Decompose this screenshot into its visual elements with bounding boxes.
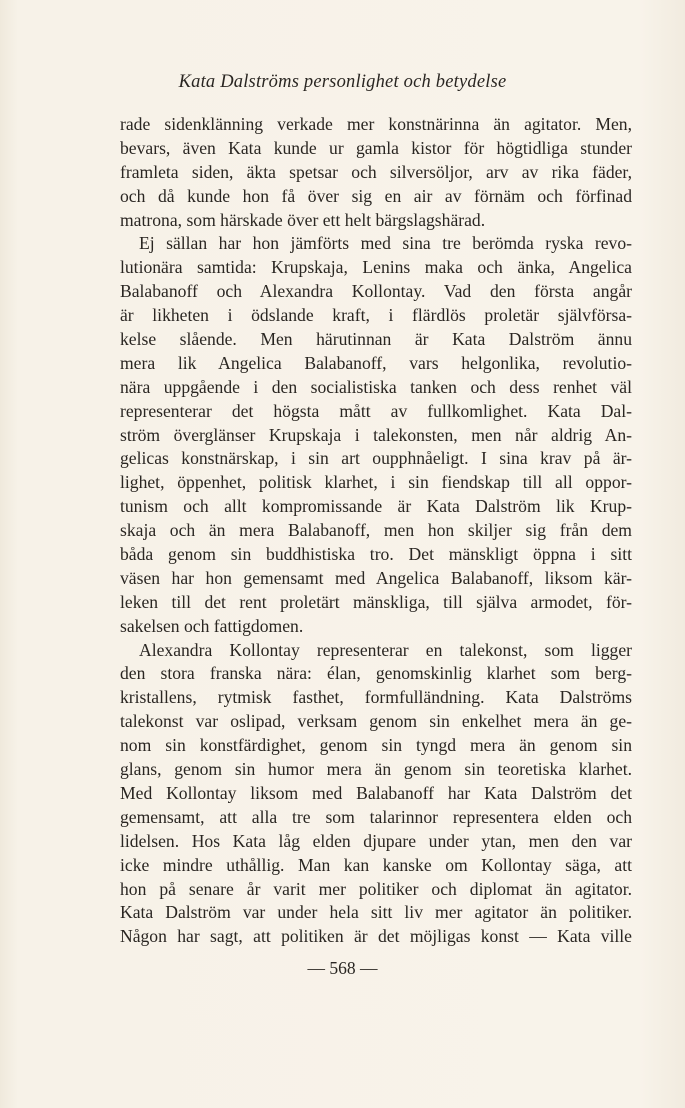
text-line: båda genom sin buddhistiska tro. Det mänskligt öppna i sitt bbox=[120, 544, 632, 565]
text-line: Någon har sagt, att politiken är det möjligas konst — Kata ville bbox=[120, 926, 632, 947]
text-line: lutionära samtida: Krupskaja, Lenins maka och änka, Angelica bbox=[120, 257, 632, 278]
text-line: tunism och allt kompromissande är Kata Dalström lik Krup- bbox=[120, 496, 632, 517]
text-line: representerar det högsta mått av fullkomlighet. Kata Dal- bbox=[120, 400, 632, 421]
running-head: Kata Dalströms personlighet och betydelse bbox=[178, 72, 507, 92]
text-line: mera lik Angelica Balabanoff, vars helgonlika, revolutio- bbox=[120, 352, 632, 373]
text-line: gemensamt, att alla tre som talarinnor representera elden och bbox=[120, 806, 632, 827]
text-line: lidelsen. Hos Kata låg elden djupare under ytan, men den var bbox=[120, 830, 632, 851]
text-line: Kata Dalström var under hela sitt liv mer agitator än politiker. bbox=[120, 902, 632, 923]
text-line: glans, genom sin humor mera än genom sin teoretiska klarhet. bbox=[120, 759, 632, 780]
body-text bbox=[120, 113, 632, 949]
text-line: talekonst var oslipad, verksam genom sin enkelhet mera än ge- bbox=[120, 711, 632, 732]
text-line: väsen har hon gemensamt med Angelica Balabanoff, liksom kär- bbox=[120, 567, 632, 588]
page-number: — 568 — bbox=[307, 958, 378, 978]
text-line: skaja och än mera Balabanoff, men hon skiljer sig från dem bbox=[120, 520, 632, 541]
text-line: Balabanoff och Alexandra Kollontay. Vad den första angår bbox=[120, 281, 632, 302]
text-line: icke mindre uthållig. Man kan kanske om Kollontay säga, att bbox=[120, 854, 632, 875]
text-line: är likheten i ödslande kraft, i flärdlös proletär självförsa- bbox=[120, 305, 632, 326]
text-line: kristallens, rytmisk fasthet, formfulländning. Kata Dalströms bbox=[120, 687, 632, 708]
text-line: sakelsen och fattigdomen. bbox=[120, 615, 304, 636]
text-line: hon på senare år varit mer politiker och diplomat än agitator. bbox=[120, 878, 632, 899]
text-line: och då kunde hon få över sig en air av förnäm och förfinad bbox=[120, 185, 632, 206]
text-line: Alexandra Kollontay representerar en talekonst, som ligger bbox=[139, 639, 632, 660]
text-line: Med Kollontay liksom med Balabanoff har Kata Dalström det bbox=[120, 782, 632, 803]
text-line: kelse slående. Men härutinnan är Kata Dalström ännu bbox=[120, 329, 632, 350]
text-line: bevars, även Kata kunde ur gamla kistor för högtidliga stunder bbox=[120, 137, 632, 158]
text-line: nära uppgående i den socialistiska tanken och dess renhet väl bbox=[120, 376, 632, 397]
text-line: gelicas konstnärskap, i sin art oupphnåeligt. I sina krav på är- bbox=[120, 448, 632, 469]
text-line: den stora franska nära: élan, genomskinlig klarhet som berg- bbox=[120, 663, 632, 684]
text-line: leken till det rent proletärt mänskliga, till själva armodet, för- bbox=[120, 591, 632, 612]
text-line: lighet, öppenhet, politisk klarhet, i sin fiendskap till all oppor- bbox=[120, 472, 632, 493]
text-line: framleta siden, äkta spetsar och silversöljor, arv av rika fäder, bbox=[120, 161, 632, 182]
text-line: matrona, som härskade över ett helt bärgslagshärad. bbox=[120, 209, 486, 230]
text-line: Ej sällan har hon jämförts med sina tre berömda ryska revo- bbox=[139, 233, 632, 254]
text-line: rade sidenklänning verkade mer konstnärinna än agitator. Men, bbox=[120, 114, 632, 134]
text-line: ström överglänser Krupskaja i talekonsten, men når aldrig An- bbox=[120, 424, 632, 445]
text-line: nom sin konstfärdighet, genom sin tyngd mera än genom sin bbox=[120, 735, 632, 756]
